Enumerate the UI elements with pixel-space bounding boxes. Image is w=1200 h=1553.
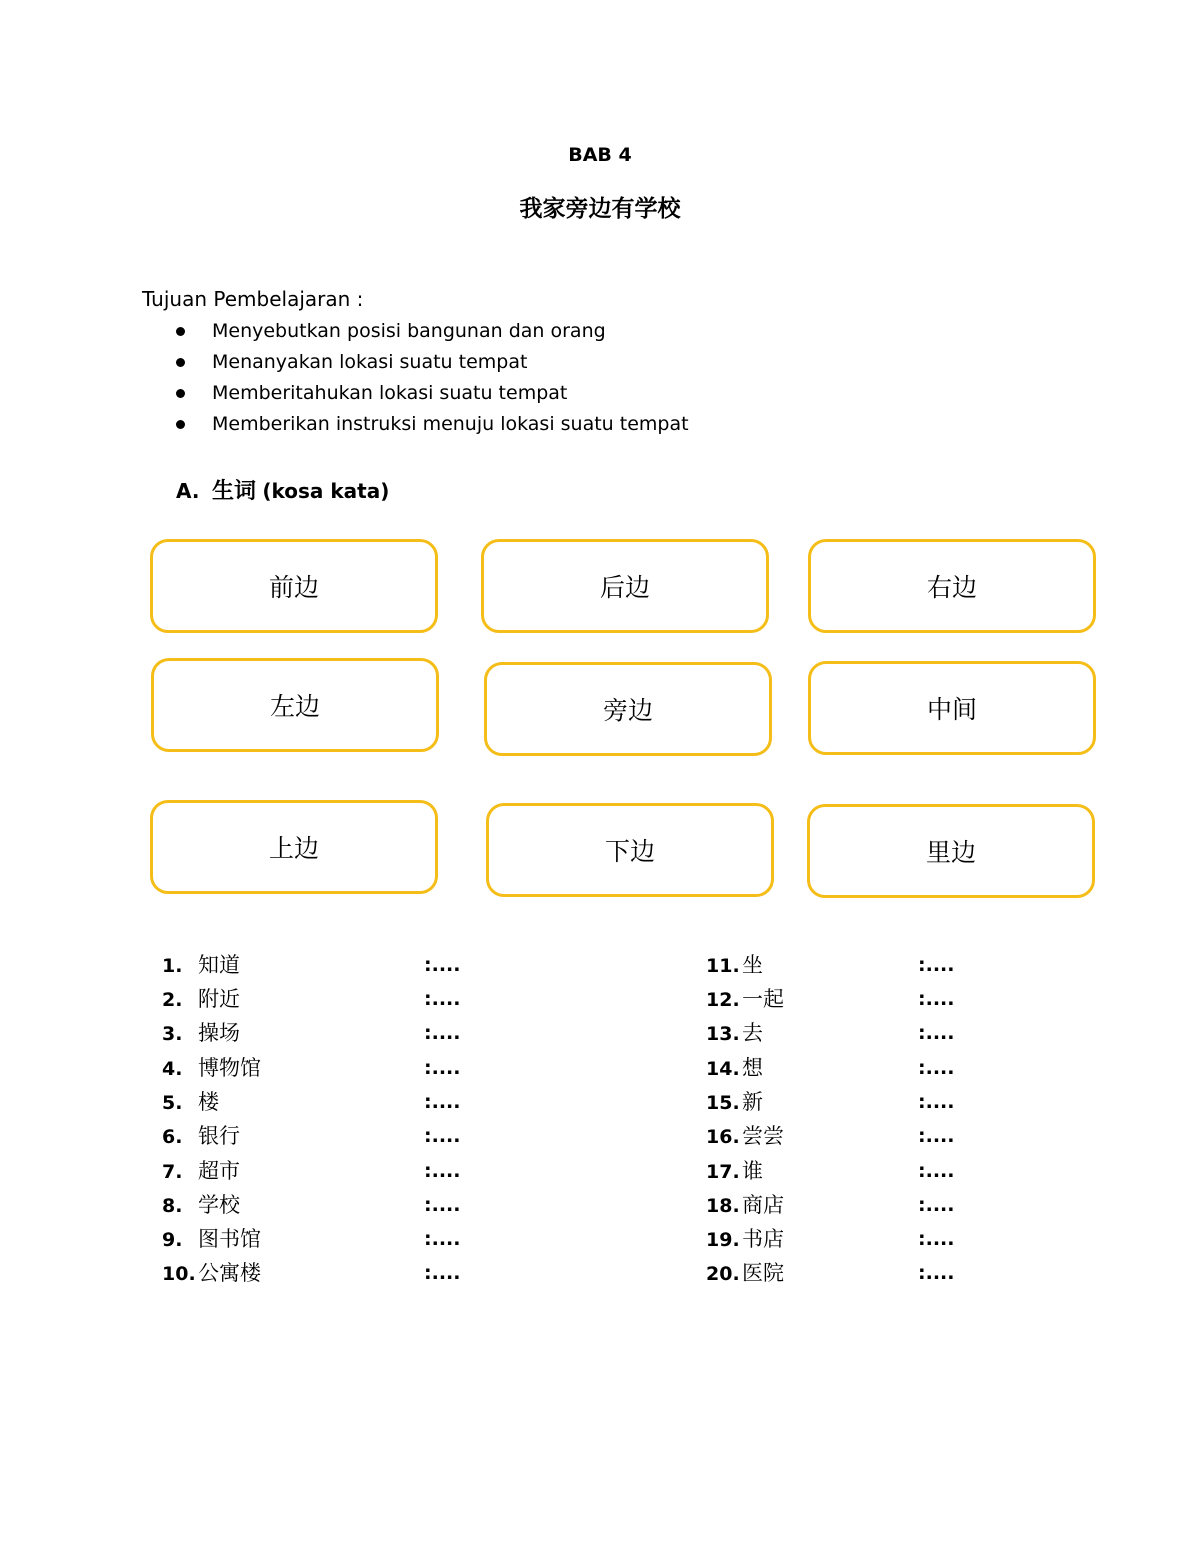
vocab-number: 18. xyxy=(706,1195,740,1217)
vocab-number: 2. xyxy=(162,989,183,1011)
vocab-number: 20. xyxy=(706,1263,740,1285)
vocab-number: 6. xyxy=(162,1126,183,1148)
vocab-word: 谁 xyxy=(742,1159,763,1183)
vocab-word: 楼 xyxy=(198,1090,219,1114)
vocab-item xyxy=(706,982,955,1016)
objective-text: Memberitahukan lokasi suatu tempat xyxy=(212,382,568,404)
vocab-item xyxy=(162,1051,461,1085)
vocab-word: 超市 xyxy=(198,1159,240,1183)
vocab-blank: :.... xyxy=(918,1057,955,1079)
vocab-number: 5. xyxy=(162,1092,183,1114)
section-title-cn: 生词 xyxy=(212,479,257,504)
vocab-word: 新 xyxy=(742,1090,763,1114)
objective-text: Menyebutkan posisi bangunan dan orang xyxy=(212,320,606,342)
vocab-item xyxy=(706,1188,955,1222)
vocab-number: 13. xyxy=(706,1023,740,1045)
objective-text: Menanyakan lokasi suatu tempat xyxy=(212,351,528,373)
vocab-item xyxy=(162,1188,461,1222)
vocab-blank: :.... xyxy=(424,988,461,1010)
vocab-blank: :.... xyxy=(424,1091,461,1113)
vocab-item xyxy=(706,948,955,982)
objective-item xyxy=(172,378,689,409)
vocab-word: 操场 xyxy=(198,1021,240,1045)
position-card: 上边 xyxy=(150,800,438,894)
vocab-item xyxy=(706,1154,955,1188)
vocab-item xyxy=(706,1222,955,1256)
section-a-heading xyxy=(176,474,389,505)
position-card: 中间 xyxy=(808,661,1096,755)
vocab-word: 医院 xyxy=(742,1261,784,1285)
vocab-blank: :.... xyxy=(918,1160,955,1182)
vocab-word: 银行 xyxy=(198,1124,240,1148)
vocab-blank: :.... xyxy=(424,1160,461,1182)
objective-text: Memberikan instruksi menuju lokasi suatu tempat xyxy=(212,413,689,435)
vocab-blank: :.... xyxy=(424,1228,461,1250)
vocab-item xyxy=(162,1154,461,1188)
bullet-icon xyxy=(176,327,185,336)
vocab-word: 书店 xyxy=(742,1227,784,1251)
vocab-blank: :.... xyxy=(424,1262,461,1284)
lesson-title: 我家旁边有学校 xyxy=(519,196,681,222)
section-letter: A. xyxy=(176,479,200,503)
vocab-blank: :.... xyxy=(424,1194,461,1216)
vocab-number: 3. xyxy=(162,1023,183,1045)
position-card: 左边 xyxy=(151,658,439,752)
vocab-item xyxy=(162,1222,461,1256)
vocab-word: 公寓楼 xyxy=(198,1261,261,1285)
vocab-number: 15. xyxy=(706,1092,740,1114)
chapter-label: BAB 4 xyxy=(568,144,632,166)
objective-item xyxy=(172,316,689,347)
vocab-blank: :.... xyxy=(424,1125,461,1147)
position-card: 里边 xyxy=(807,804,1095,898)
vocab-item xyxy=(706,1256,955,1290)
vocab-item xyxy=(706,1051,955,1085)
vocab-word: 想 xyxy=(742,1056,763,1080)
vocab-word: 商店 xyxy=(742,1193,784,1217)
position-card: 下边 xyxy=(486,803,774,897)
vocab-word: 尝尝 xyxy=(742,1124,784,1148)
vocab-number: 1. xyxy=(162,955,183,977)
vocab-word: 博物馆 xyxy=(198,1056,261,1080)
vocab-word: 坐 xyxy=(742,953,763,977)
vocab-blank: :.... xyxy=(918,1262,955,1284)
vocab-number: 16. xyxy=(706,1126,740,1148)
vocab-number: 4. xyxy=(162,1058,183,1080)
vocab-blank: :.... xyxy=(918,954,955,976)
vocab-blank: :.... xyxy=(918,1091,955,1113)
position-card: 后边 xyxy=(481,539,769,633)
vocab-number: 19. xyxy=(706,1229,740,1251)
vocab-word: 一起 xyxy=(742,987,784,1011)
vocab-number: 11. xyxy=(706,955,740,977)
vocab-number: 8. xyxy=(162,1195,183,1217)
vocab-item xyxy=(706,1085,955,1119)
vocab-number: 7. xyxy=(162,1161,183,1183)
vocab-blank: :.... xyxy=(424,954,461,976)
vocab-item xyxy=(162,1256,461,1290)
vocab-number: 12. xyxy=(706,989,740,1011)
vocab-number: 14. xyxy=(706,1058,740,1080)
vocab-word: 去 xyxy=(742,1021,763,1045)
vocab-blank: :.... xyxy=(918,1125,955,1147)
position-card: 右边 xyxy=(808,539,1096,633)
vocab-blank: :.... xyxy=(918,1228,955,1250)
vocab-number: 9. xyxy=(162,1229,183,1251)
vocab-word: 知道 xyxy=(198,953,240,977)
vocab-word: 学校 xyxy=(198,1193,240,1217)
vocab-blank: :.... xyxy=(424,1022,461,1044)
vocab-item xyxy=(162,1119,461,1153)
bullet-icon xyxy=(176,389,185,398)
bullet-icon xyxy=(176,420,185,429)
section-title-paren: (kosa kata) xyxy=(262,479,390,503)
vocab-blank: :.... xyxy=(424,1057,461,1079)
objectives-heading: Tujuan Pembelajaran : xyxy=(142,287,364,311)
vocab-blank: :.... xyxy=(918,1194,955,1216)
vocab-item xyxy=(706,1016,955,1050)
objective-item xyxy=(172,409,689,440)
vocab-blank: :.... xyxy=(918,988,955,1010)
bullet-icon xyxy=(176,358,185,367)
vocab-number: 17. xyxy=(706,1161,740,1183)
vocab-blank: :.... xyxy=(918,1022,955,1044)
vocab-item xyxy=(162,1016,461,1050)
vocab-item xyxy=(162,982,461,1016)
vocab-word: 图书馆 xyxy=(198,1227,261,1251)
position-card: 前边 xyxy=(150,539,438,633)
vocab-number: 10. xyxy=(162,1263,196,1285)
vocab-item xyxy=(706,1119,955,1153)
position-card: 旁边 xyxy=(484,662,772,756)
objectives-list xyxy=(172,316,689,440)
vocab-item xyxy=(162,1085,461,1119)
vocab-item xyxy=(162,948,461,982)
vocab-word: 附近 xyxy=(198,987,240,1011)
objective-item xyxy=(172,347,689,378)
